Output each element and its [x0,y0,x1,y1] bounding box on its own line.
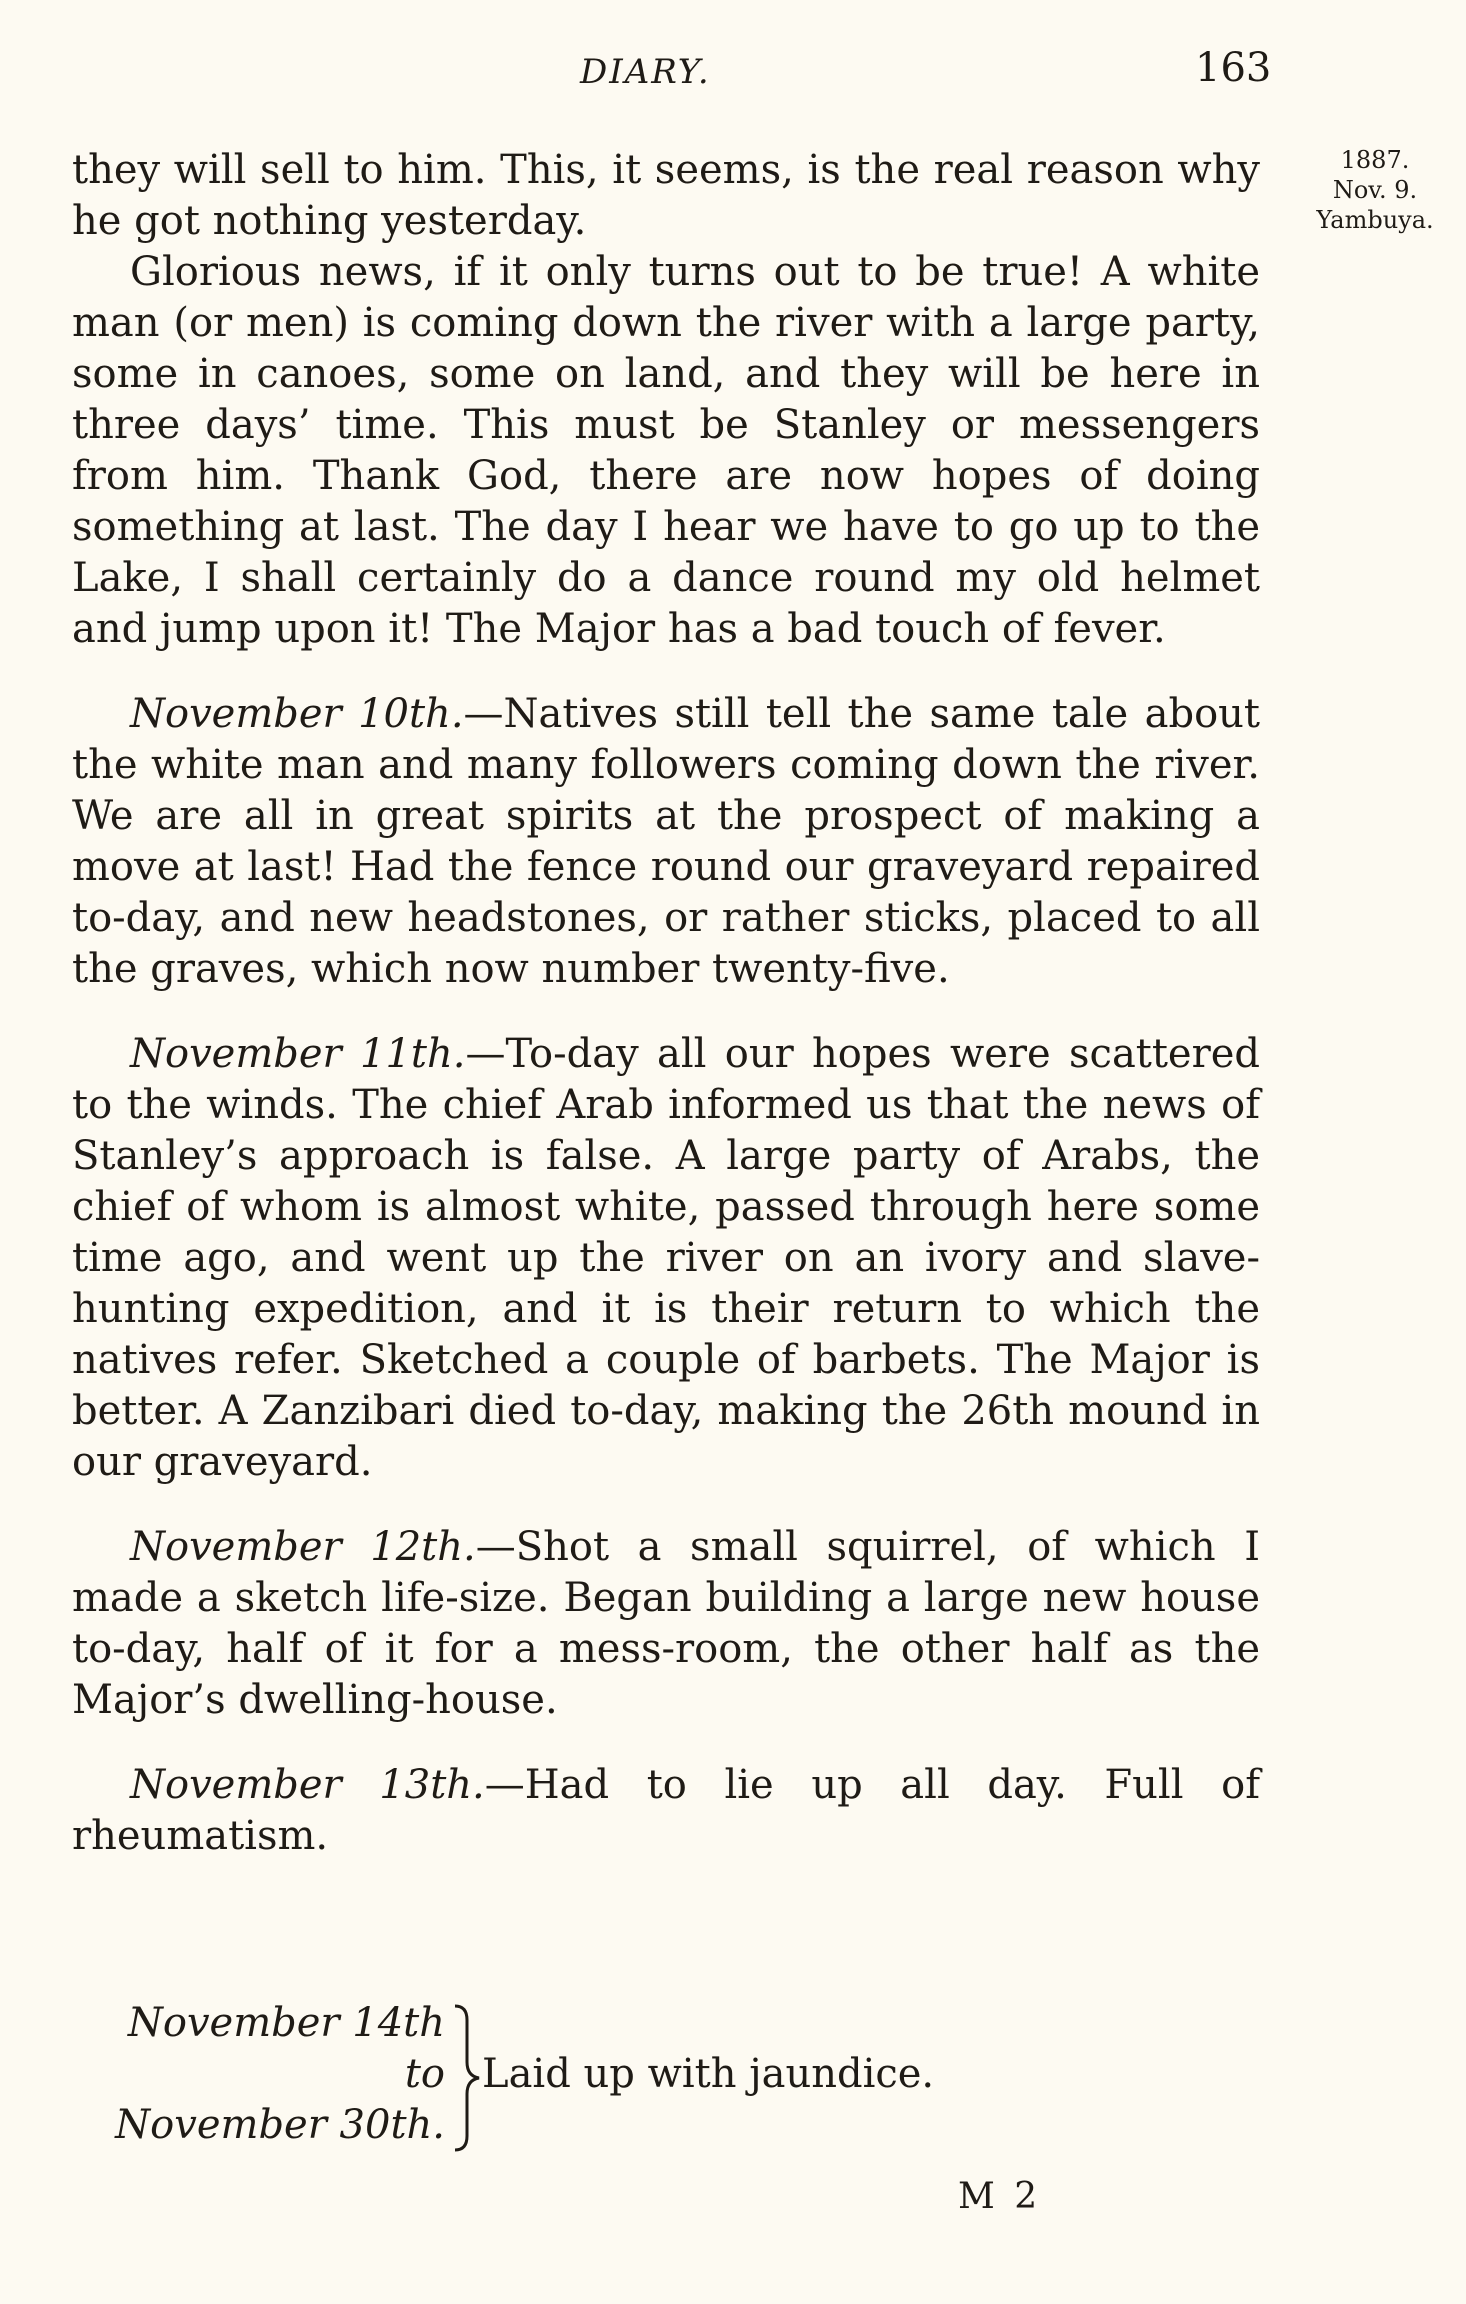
entry-text: —To-day all our hopes were scattered to the winds. The chief Arab informed us that the news of Stanley’s approach is false. A large party of Arabs, the chief of whom is almost white, passed through here some time ago, and went up the river on an ivory and slave-hunting expedition, and it is their return to which the natives refer. Sketched a couple of barbets. The Major is better. A Zanzibari died to-day, making the 26th mound in our graveyard. [72,1031,1261,1485]
diary-entry-nov-13 [72,1760,1260,1862]
page-number: 163 [1195,45,1272,91]
diary-entry-nov-11 [72,1029,1260,1488]
entry-date: November 10th. [130,691,464,737]
margin-note [1290,145,1460,235]
entry-date: November 13th. [130,1762,485,1808]
paragraph-continuation: they will sell to him. This, it seems, is the real reason why he got nothing yesterday. [72,147,1260,244]
running-title: DIARY. [580,52,711,92]
body-text [72,145,1260,1862]
jaundice-note: Laid up with jaundice. [482,2051,935,2097]
diary-entry-nov-14-30 [115,1998,1015,2158]
entry-text: —Natives still tell the same tale about the white man and many followers coming down the river. We are all in great spirits at the prospect of making a move at last! Had the fence round our graveyard repaired to-day, and new headstones, or rather sticks, placed to all the graves, which now number twenty-five. [72,691,1260,992]
right-brace-icon [445,1998,485,2158]
diary-entry-nov-12 [72,1522,1260,1726]
diary-entry-nov-10 [72,689,1260,995]
date-range-end: November 30th. [115,2102,445,2148]
margin-note-year: 1887. [1340,146,1410,174]
entry-text: —Had to lie up all day. Full of rheumatism. [72,1762,1261,1859]
paragraph-glorious-news: Glorious news, if it only turns out to be true! A white man (or men) is coming down the river with a large party, some in canoes, some on land, and they will be here in three days’ time. This must be Stanley or messengers from him. Thank God, there are now hopes of doing something at last. The day I hear we have to go up to the Lake, I shall certainly do a dance round my old helmet and jump upon it! The Major has a bad touch of fever. [72,249,1260,652]
entry-date: November 11th. [130,1031,466,1077]
entry-text: —Shot a small squirrel, of which I made a sketch life-size. Began building a large new house to-day, half of it for a mess-room, the other half as the Major’s dwelling-house. [72,1524,1261,1723]
entry-date: November 12th. [130,1524,476,1570]
margin-note-date: Nov. 9. [1332,176,1418,204]
margin-note-place: Yambuya. [1316,206,1434,234]
date-range [115,1998,445,2151]
date-range-to: to [404,2051,445,2097]
signature-mark: M 2 [958,2176,1042,2217]
date-range-start: November 14th [127,2000,445,2046]
